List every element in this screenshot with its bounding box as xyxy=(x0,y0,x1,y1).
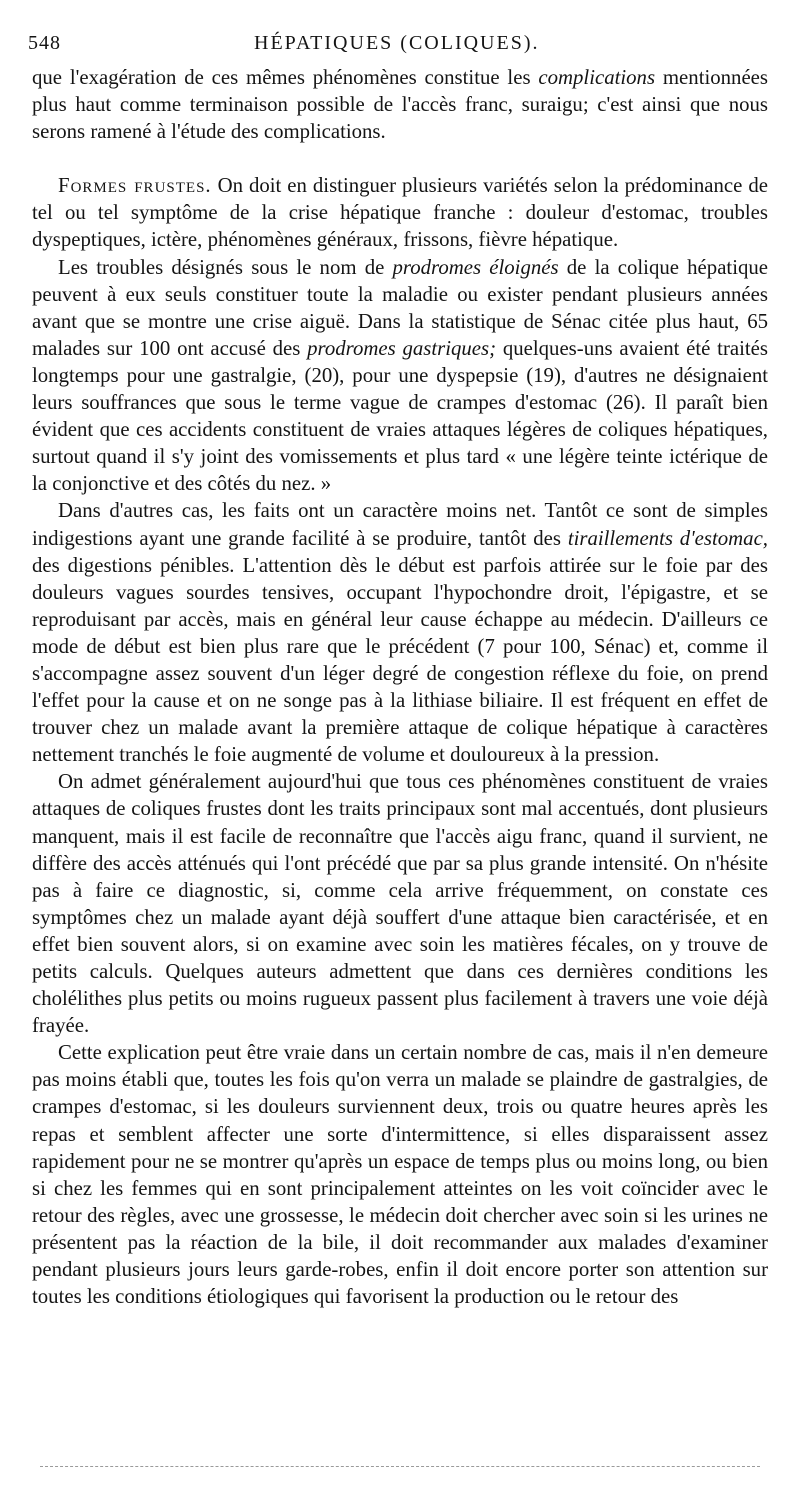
text-run: Les troubles désignés sous le nom de xyxy=(58,255,393,279)
footer-rule xyxy=(40,1466,760,1467)
page-number: 548 xyxy=(28,32,61,54)
italic-run: prodromes gastriques; xyxy=(307,336,497,360)
running-title: HÉPATIQUES (COLIQUES). xyxy=(254,32,540,54)
italic-run: prodromes éloignés xyxy=(392,255,559,279)
text-run: Cette explication peut être vraie dans un certain nombre de cas, mais il n'en demeure pas moins établi que, toutes les fois qu'on verra un malade se plaindre de gastralgies, de crampes d'estomac, si les douleurs surviennent deux, trois ou quatre heures après les repas et semblent affecter une sorte d'intermittence, si elles disparaissent assez rapidement pour ne se montrer qu'après un espace de temps plus ou moins long, ou bien si chez les femmes qui en sont principalement atteintes on les voit coïncider avec le retour des règles, avec une grossesse, le médecin doit chercher avec soin si les urines ne présentent pas la réaction de la bile, il doit recommander aux malades d'examiner pendant plusieurs jours leurs garde-robes, enfin il doit encore porter son attention sur toutes les conditions étiologiques qui favorisent la production ou le retour des xyxy=(32,1041,768,1309)
text-run: de la colique hépatique peuvent à eux seuls constituer toute la maladie ou exister pendant plusieurs années avant que se montre une crise aiguë. Dans la statistique de Sénac citée plus haut, 65 malades sur 100 ont accusé des xyxy=(32,255,769,360)
paragraph-formes-frustes xyxy=(32,172,768,253)
paragraph xyxy=(32,768,768,1039)
paragraph xyxy=(32,64,768,145)
section-heading: Formes frustes. xyxy=(58,174,212,198)
paragraph xyxy=(32,1039,768,1310)
text-run: Dans d'autres cas, les faits ont un caractère moins net. Tantôt ce sont de simples indigestions ayant une grande facilité à se produire, tantôt des xyxy=(32,499,768,550)
text-run: des digestions pénibles. L'attention dès le début est parfois attirée sur le foie par des douleurs vagues sourdes tensives, occupant l'hypochondre droit, l'épigastre, et se reproduisant par accès, mais en général leur cause échappe au médecin. D'ailleurs ce mode de début est bien plus rare que le précédent (7 pour 100, Sénac) et, comme il s'accompagne assez souvent d'un léger degré de congestion réflexe du foie, on prend l'effet pour la cause et on ne songe pas à la lithiase biliaire. Il est fréquent en effet de trouver chez un malade avant la première attaque de colique hépatique à caractères nettement tranchés le foie augmenté de volume et douloureux à la pression. xyxy=(32,553,768,767)
italic-run: complications xyxy=(538,66,656,89)
text-run: que l'exagération de ces mêmes phénomènes constitue les xyxy=(32,66,539,89)
body-text xyxy=(32,64,768,1310)
text-run: mentionnées plus haut comme terminaison possible de l'accès franc, suraigu; c'est ainsi que nous serons ramené à l'étude des complications. xyxy=(32,66,768,144)
italic-run: tiraillements d'estomac, xyxy=(567,526,768,550)
paragraph xyxy=(32,254,768,498)
text-run: On admet généralement aujourd'hui que tous ces phénomènes constituent de vraies attaques de coliques frustes dont les traits principaux sont mal accentués, dont plusieurs manquent, mais il est facile de reconnaître que l'accès aigu franc, quand il survient, ne diffère des accès atténués qui l'ont précédé que par sa plus grande intensité. On n'hésite pas à faire ce diagnostic, si, comme cela arrive fréquemment, on constate ces symptômes chez un malade ayant déjà souffert d'une attaque bien caractérisée, et en effet bien souvent alors, si on examine avec soin les matières fécales, on y trouve de petits calculs. Quelques auteurs admettent que dans ces dernières conditions les cholélithes plus petits ou moins rugueux passent plus facilement à travers une voie déjà frayée. xyxy=(32,770,768,1038)
text-run: quelques-uns avaient été traités longtemps pour une gastralgie, (20), pour une dyspepsie (19), d'autres ne désignaient leurs souffrances que sous le terme vague de crampes d'estomac (26). Il paraît bien évident que ces accidents constituent de vraies attaques légères de coliques hépatiques, surtout quand il s'y joint des vomissements et plus tard « une légère teinte ictérique de la conjonctive et des côtés du nez. » xyxy=(32,336,768,496)
paragraph xyxy=(32,497,768,768)
text-run: On doit en distinguer plusieurs variétés selon la prédominance de tel ou tel symptôme de la crise hépatique franche : douleur d'estomac, troubles dyspeptiques, ictère, phénomènes généraux, frissons, fièvre hépatique. xyxy=(32,174,768,252)
page-header xyxy=(0,26,800,58)
